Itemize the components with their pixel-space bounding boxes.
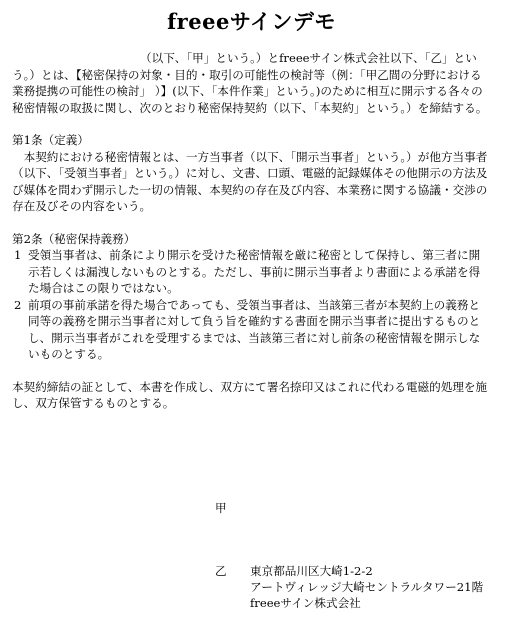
intro-paragraph bbox=[12, 50, 491, 116]
closing-paragraph: 本契約締結の証として、本書を作成し、双方にて署名捺印又はこれに代わる電磁的処理を施し、双方保管するものとする。 bbox=[12, 379, 488, 410]
party-b-label: 乙 bbox=[215, 564, 227, 578]
article1-body: 本契約における秘密情報とは、一方当事者（以下、「開示当事者」という。）が他方当事者（以下、「受領当事者」という。）に対し、文書、口頭、電磁的記録媒体その他開示の方法及び媒体を問わず開示した一切の情報、本契約の存在及び内容、本業務に関する協議・交渉の存在及びその内容をいう。 bbox=[12, 149, 488, 213]
article2-list bbox=[12, 247, 491, 363]
party-b-company: freeeサイン株式会社 bbox=[250, 596, 361, 610]
party-b-signature bbox=[215, 563, 483, 611]
item-number: 2 bbox=[14, 297, 22, 312]
document-title: freeeサインデモ bbox=[167, 9, 336, 34]
party-b-address-line2: アートヴィレッジ大崎セントラルタワー21階 bbox=[250, 580, 484, 594]
intro-text: （以下、「甲」という。）とfreeeサイン株式会社以下、「乙」という。）とは、【秘密保持の対象・目的・取引の可能性の検討等（例：「甲乙間の分野における業務提携の可能性の検討」 ）】(以下、「本件作業」という。)のために相互に開示する各々の秘密情報の取扱に関し、次のとおり秘密保持契約（以下、「本契約」という。）を締結する。 bbox=[12, 51, 488, 115]
article1-heading: 第1条（定義） bbox=[12, 133, 89, 147]
party-a-label: 甲 bbox=[215, 501, 227, 515]
article2-heading: 第2条（秘密保持義務） bbox=[12, 231, 136, 246]
party-a-signature bbox=[215, 500, 227, 516]
item-number: 1 bbox=[14, 248, 22, 262]
item-text: 受領当事者は、前条により開示を受けた秘密情報を厳に秘密として保持し、第三者に開示若しくは漏洩しないものとする。ただし、事前に開示当事者より書面による承諾を得た場合はこの限りではない。 bbox=[28, 248, 481, 295]
party-b-address-block bbox=[250, 563, 483, 611]
list-item bbox=[12, 247, 491, 297]
item-text: 前項の事前承諾を得た場合であっても、受領当事者は、当該第三者が本契約上の義務と同等の義務を開示当事者に対して負う旨を確約する書面を開示当事者に提出するものとし、開示当事者がこれを受理するまでは、当該第三者に対し前条の秘密情報を開示しないものとする。 bbox=[28, 297, 481, 361]
party-b-address-line1: 東京都品川区大崎1-2-2 bbox=[250, 564, 373, 578]
list-item bbox=[12, 297, 491, 363]
document-page bbox=[0, 10, 505, 618]
